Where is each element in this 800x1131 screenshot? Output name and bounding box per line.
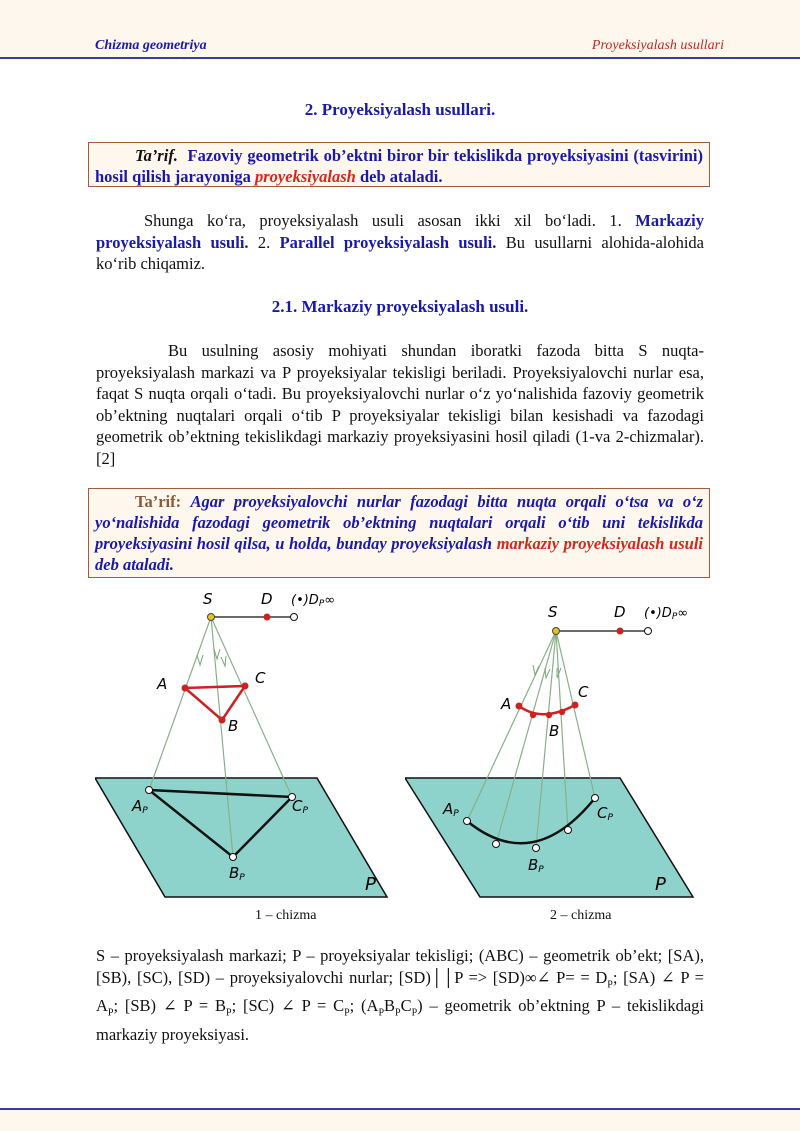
legend-seg-f: C [400, 996, 412, 1016]
point-mid1 [530, 712, 536, 718]
figure-1-central-projection [95, 585, 395, 903]
header-book-title: Chizma geometriya [95, 38, 207, 53]
method-central: Markaziy proyeksiyalash usuli. [96, 211, 704, 252]
point-A [516, 703, 523, 710]
point-B [219, 717, 226, 724]
legend-seg-a: ; [SA) ∠ P = A [96, 967, 704, 1016]
definition-label-2: Ta’rif: [135, 492, 182, 511]
label-B: B [549, 722, 560, 740]
section-title: 2. Proyeksiyalash usullari. [304, 100, 496, 119]
label-S: S [548, 603, 558, 621]
legend-paragraph [96, 945, 704, 1046]
point-S [208, 614, 215, 621]
intro-paragraph [96, 210, 704, 275]
definition-text-2: Agar proyeksiyalovchi nurlar fazodagi bitta nuqta orqali o‘tsa va o‘z yo‘nalishida fazodagi geometrik ob’ektning nuqtalari orqali o‘tib uni tekislikda proyeksiyasini hosil qilsa, u holda, bunday proyeksiyalash [95, 492, 703, 553]
label-plane-P: P [365, 874, 376, 895]
point-Dp [645, 628, 652, 635]
legend-seg-e: B [384, 996, 396, 1016]
page-footer [0, 1108, 800, 1131]
subscript-p: P [411, 1007, 418, 1019]
legend-seg-b: ; [SB) ∠ P = B [113, 996, 226, 1016]
label-A: A [157, 675, 168, 693]
point-C [242, 683, 249, 690]
point-A [182, 685, 189, 692]
label-C: C [578, 683, 589, 701]
point-C [572, 702, 579, 709]
label-D: D [261, 590, 273, 608]
page-header [0, 0, 800, 58]
point-Bp [533, 845, 540, 852]
method-parallel: Parallel proyeksiyalash usuli. [279, 232, 497, 252]
figure-2-central-projection [405, 585, 705, 903]
ray-arrows [197, 649, 226, 666]
subscript-p: P [226, 1007, 232, 1019]
point-B [546, 712, 552, 718]
legend-text-2: P= = D [556, 967, 608, 987]
label-Ap: AP [132, 797, 148, 816]
definition-box-2 [88, 488, 710, 578]
point-Ap [146, 787, 153, 794]
definition-text-2-end: deb ataladi. [95, 555, 174, 574]
figure-1-caption: 1 – chizma [255, 908, 317, 923]
legend-seg-g: ) – geometrik ob’ektning P – tekislikdagi markaziy proyeksiyasi. [96, 996, 704, 1045]
subscript-p: P [344, 1007, 350, 1019]
intro-text-2: 2. [257, 232, 271, 252]
label-Dinf: (•)DP∞ [291, 593, 336, 609]
legend-seg-c: ; [SC) ∠ P = C [231, 996, 345, 1016]
point-D [264, 614, 271, 621]
point-Ap [464, 818, 471, 825]
subscript-p: P [107, 1007, 114, 1019]
subscript-p: P [607, 978, 613, 990]
intro-text: Shunga ko‘ra, proyeksiyalash usuli asosan ikki xil bo‘ladi. 1. [144, 211, 622, 230]
label-plane-P: P [655, 874, 666, 895]
subscript-p: P [378, 1007, 385, 1019]
legend-text-1: S – proyeksiyalash markazi; P – proyeksiyalar tekisligi; (ABC) – geometrik ob’ekt; [SA), [SB), [SC), [SD) – proyeksiyalovchi nurlar; [SD)││P => [SD)∞∠ [96, 946, 704, 987]
point-p1 [493, 841, 500, 848]
definition-text-end: deb ataladi. [359, 167, 443, 186]
point-mid2 [559, 709, 565, 715]
point-p2 [565, 827, 572, 834]
object-triangle-ABC [185, 686, 245, 720]
definition-box-1 [88, 142, 710, 187]
label-C: C [255, 669, 266, 687]
label-A: A [501, 695, 512, 713]
body-paragraph: Bu usulning asosiy mohiyati shundan iboratki fazoda bitta S nuqta-proyeksiyalash markazi va P proyeksiyalar tekisligi beriladi. Proyeksiyalovchi nurlar esa, faqat S nuqta orqali o‘tadi. Bu proyeksiyalovchi nurlar o‘z yo‘nalishida fazoviy geometrik ob’ektning nuqtalari orqali o‘tib P proyeksiyalar tekisligi bilan kesishadi va fazodagi geometrik ob’ektning tekislikdagi markaziy proyeksiyasini hosil qiladi (1-va 2-chizmalar).[2] [96, 341, 704, 468]
definition-label: Ta’rif. [135, 146, 178, 165]
point-Cp [592, 795, 599, 802]
definition-term: proyeksiyalash [255, 167, 356, 186]
label-B: B [228, 717, 239, 735]
header-divider [0, 57, 800, 59]
point-D [617, 628, 624, 635]
label-Bp: BP [229, 864, 245, 883]
subscript-p: P [395, 1007, 401, 1019]
point-S [553, 628, 560, 635]
intro-text-3: Bu usullarni alohida-alohida ko‘rib chiqamiz. [96, 232, 705, 273]
definition-term-2: markaziy proyeksiyalash usuli [496, 534, 703, 553]
subsection-title: 2.1. Markaziy proyeksiyalash usuli. [271, 297, 529, 316]
label-Cp: CP [292, 797, 308, 816]
figure-2-caption: 2 – chizma [550, 908, 612, 923]
point-Bp [230, 854, 237, 861]
label-Cp: CP [597, 804, 613, 823]
label-S: S [203, 590, 213, 608]
definition-text: Fazoviy geometrik ob’ektni biror bir tekislikda proyeksiyasini (tasvirini) hosil qilish jarayoniga [95, 146, 703, 186]
legend-seg-d: ; (A [349, 996, 379, 1016]
point-Dp [291, 614, 298, 621]
label-D: D [614, 603, 626, 621]
footer-divider [0, 1108, 800, 1110]
label-Ap: AP [443, 800, 459, 819]
label-Bp: BP [528, 856, 544, 875]
header-chapter-title: Proyeksiyalash usullari [591, 38, 724, 53]
label-Dinf: (•)DP∞ [644, 606, 689, 622]
